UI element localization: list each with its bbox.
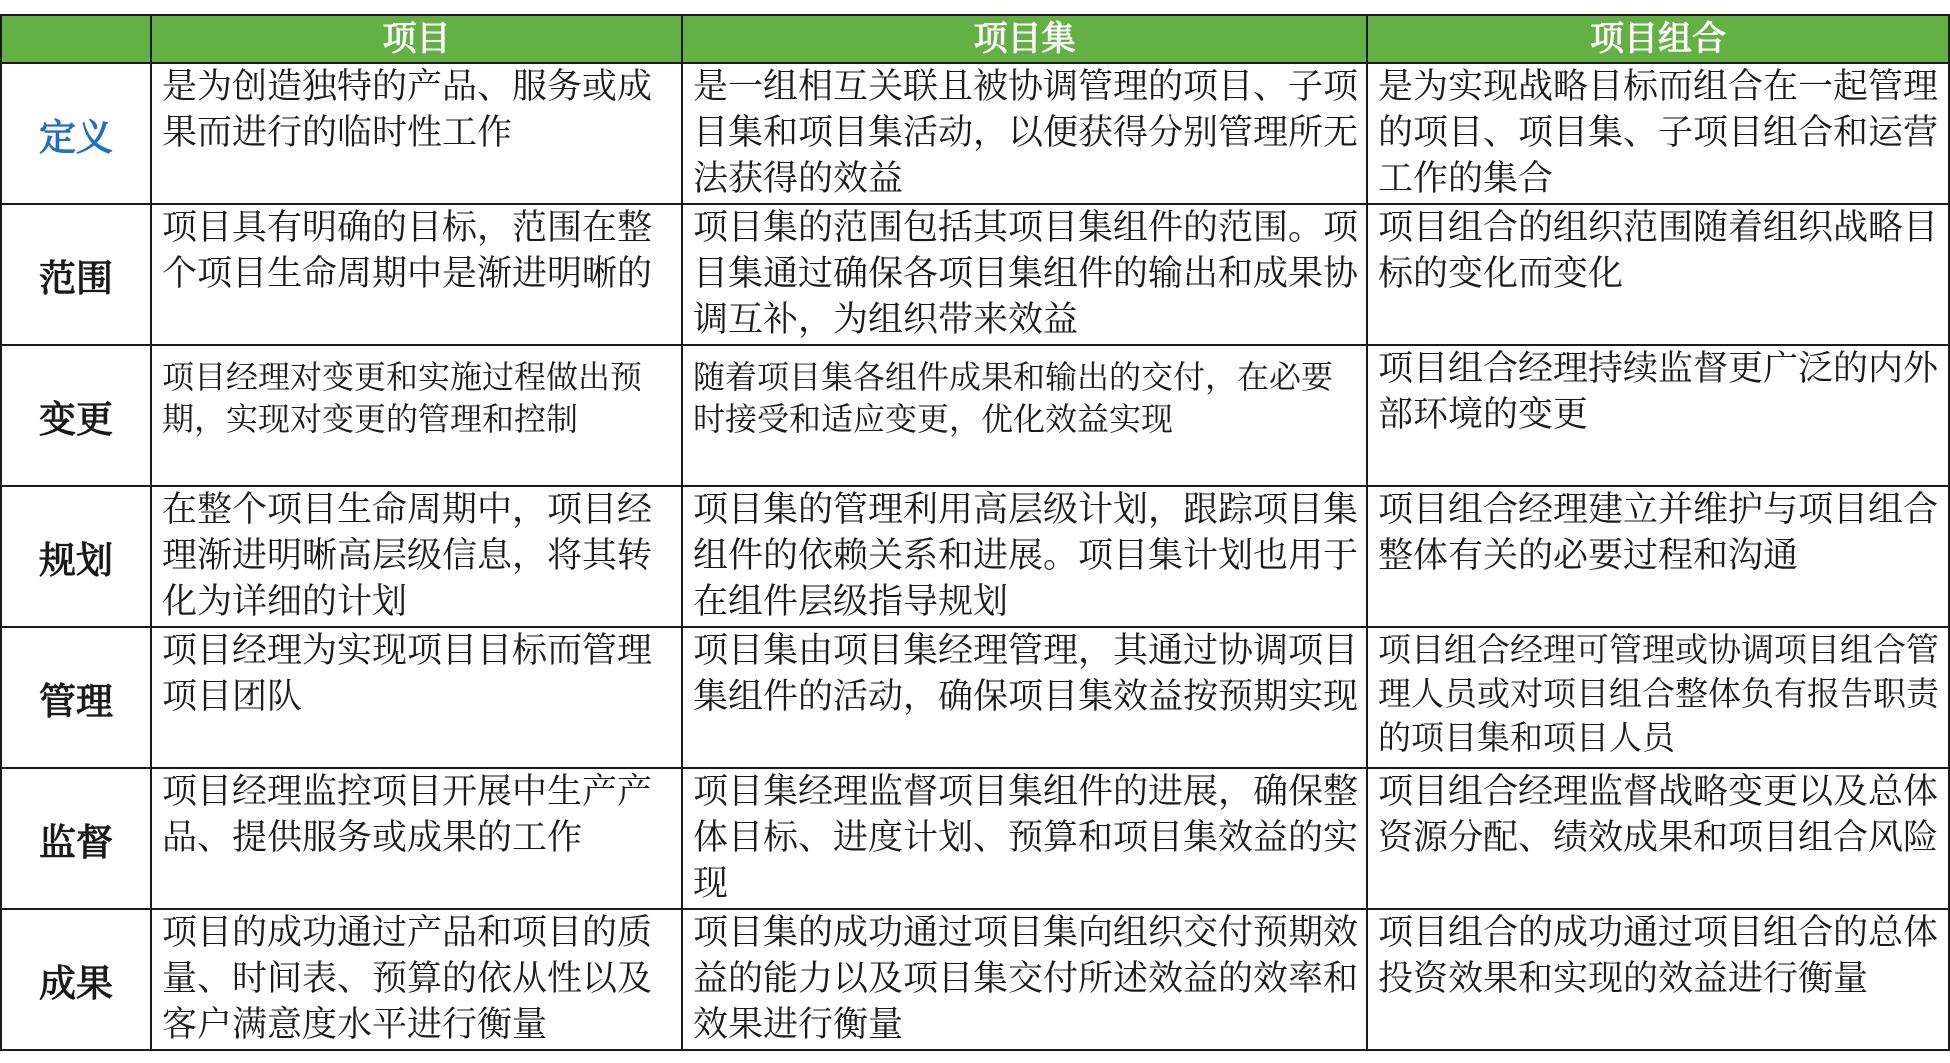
corner-cell bbox=[1, 15, 151, 63]
table-cell: 在整个项目生命周期中，项目经理渐进明晰高层级信息，将其转化为详细的计划 bbox=[151, 486, 682, 627]
table-row bbox=[1, 204, 1949, 345]
table-row bbox=[1, 909, 1949, 1050]
row-label-definition: 定义 bbox=[1, 63, 151, 204]
table-cell: 随着项目集各组件成果和输出的交付，在必要时接受和适应变更，优化效益实现 bbox=[682, 345, 1367, 486]
row-label-planning: 规划 bbox=[1, 486, 151, 627]
table-cell: 项目集经理监督项目集组件的进展，确保整体目标、进度计划、预算和项目集效益的实现 bbox=[682, 768, 1367, 909]
column-header-portfolio: 项目组合 bbox=[1367, 15, 1949, 63]
table-cell: 项目组合经理可管理或协调项目组合管理人员或对项目组合整体负有报告职责的项目集和项目人员 bbox=[1367, 627, 1949, 768]
table-cell: 项目经理为实现项目目标而管理项目团队 bbox=[151, 627, 682, 768]
table-cell: 项目经理监控项目开展中生产产品、提供服务或成果的工作 bbox=[151, 768, 682, 909]
table-cell: 项目的成功通过产品和项目的质量、时间表、预算的依从性以及客户满意度水平进行衡量 bbox=[151, 909, 682, 1050]
table-cell: 是为创造独特的产品、服务或成果而进行的临时性工作 bbox=[151, 63, 682, 204]
table-row bbox=[1, 627, 1949, 768]
table-cell: 项目集的范围包括其项目集组件的范围。项目集通过确保各项目集组件的输出和成果协调互补，为组织带来效益 bbox=[682, 204, 1367, 345]
row-label-management: 管理 bbox=[1, 627, 151, 768]
row-label-monitoring: 监督 bbox=[1, 768, 151, 909]
column-header-program: 项目集 bbox=[682, 15, 1367, 63]
row-label-change: 变更 bbox=[1, 345, 151, 486]
table-row bbox=[1, 63, 1949, 204]
header-row bbox=[1, 15, 1949, 63]
table-cell: 是为实现战略目标而组合在一起管理的项目、项目集、子项目组合和运营工作的集合 bbox=[1367, 63, 1949, 204]
table-cell: 项目具有明确的目标，范围在整个项目生命周期中是渐进明晰的 bbox=[151, 204, 682, 345]
table-cell: 项目组合经理监督战略变更以及总体资源分配、绩效成果和项目组合风险 bbox=[1367, 768, 1949, 909]
table-cell: 项目组合的组织范围随着组织战略目标的变化而变化 bbox=[1367, 204, 1949, 345]
table-cell: 项目组合的成功通过项目组合的总体投资效果和实现的效益进行衡量 bbox=[1367, 909, 1949, 1050]
table-cell: 项目集由项目集经理管理，其通过协调项目集组件的活动，确保项目集效益按预期实现 bbox=[682, 627, 1367, 768]
comparison-table bbox=[0, 14, 1950, 1051]
table-cell: 项目经理对变更和实施过程做出预期，实现对变更的管理和控制 bbox=[151, 345, 682, 486]
table-row bbox=[1, 486, 1949, 627]
table-row bbox=[1, 345, 1949, 486]
table-row bbox=[1, 768, 1949, 909]
table-cell: 项目组合经理持续监督更广泛的内外部环境的变更 bbox=[1367, 345, 1949, 486]
table-cell: 项目集的成功通过项目集向组织交付预期效益的能力以及项目集交付所述效益的效率和效果进行衡量 bbox=[682, 909, 1367, 1050]
row-label-scope: 范围 bbox=[1, 204, 151, 345]
table-cell: 是一组相互关联且被协调管理的项目、子项目集和项目集活动，以便获得分别管理所无法获得的效益 bbox=[682, 63, 1367, 204]
table-cell: 项目集的管理利用高层级计划，跟踪项目集组件的依赖关系和进展。项目集计划也用于在组件层级指导规划 bbox=[682, 486, 1367, 627]
row-label-success: 成果 bbox=[1, 909, 151, 1050]
column-header-project: 项目 bbox=[151, 15, 682, 63]
table-cell: 项目组合经理建立并维护与项目组合整体有关的必要过程和沟通 bbox=[1367, 486, 1949, 627]
